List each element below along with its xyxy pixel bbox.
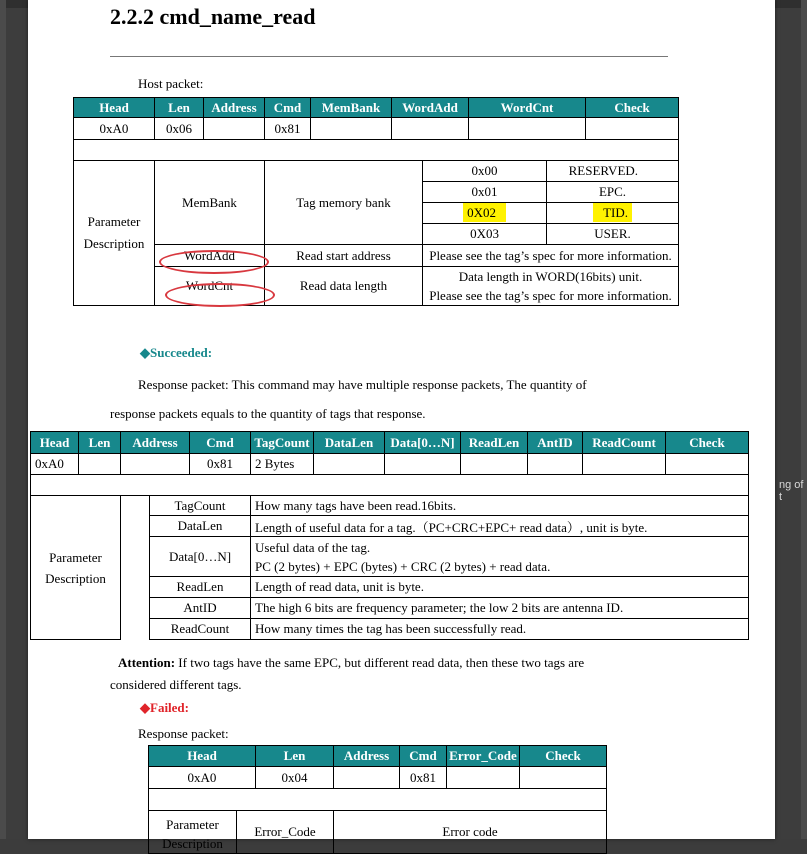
- table-row: [149, 811, 607, 854]
- value-cell: 0x81: [400, 767, 447, 789]
- header-cell: Head: [74, 98, 155, 118]
- header-cell: Len: [155, 98, 204, 118]
- attention-text: If two tags have the same EPC, but different read data, then these two tags are: [175, 655, 585, 670]
- param-desc-line1: Useful data of the tag.: [255, 539, 371, 555]
- wordcnt-annotation-circle: [165, 283, 275, 307]
- value-cell: [314, 454, 385, 475]
- value-cell: [447, 767, 520, 789]
- succeeded-label: ◆Succeeded:: [140, 345, 213, 360]
- value-cell: [392, 118, 469, 140]
- heading-rule: [110, 56, 668, 57]
- wordcnt-info-line2: Please see the tag’s spec for more information.: [429, 288, 672, 303]
- wordadd-annotation-circle: [159, 250, 269, 274]
- value-cell: [461, 454, 528, 475]
- header-cell: Len: [256, 746, 334, 767]
- value-cell: 0xA0: [149, 767, 256, 789]
- value-cell: 0x04: [256, 767, 334, 789]
- value-cell: 2 Bytes: [251, 454, 314, 475]
- value-cell: [666, 454, 749, 475]
- value-cell: 0x81: [190, 454, 251, 475]
- attention-line1: [118, 655, 584, 671]
- value-cell: [121, 454, 190, 475]
- succeeded-text-line1: Response packet: This command may have multiple response packets, The quantity of: [138, 377, 587, 392]
- host-header-row: [74, 98, 679, 118]
- header-cell: Data[0…N]: [385, 432, 461, 454]
- header-cell: AntID: [528, 432, 583, 454]
- failed-param-label: Parameter Description: [149, 811, 237, 854]
- membank-code: 0x01: [423, 182, 547, 203]
- value-cell: [334, 767, 400, 789]
- response-param-label: Parameter Description: [31, 496, 121, 640]
- membank-desc: Tag memory bank: [265, 161, 423, 245]
- value-cell: [79, 454, 121, 475]
- header-cell: ReadLen: [461, 432, 528, 454]
- membank-meaning: EPC.: [547, 182, 679, 203]
- response-header-row: [31, 432, 749, 454]
- failed-spacer-row: [149, 789, 607, 811]
- response-value-row: [31, 454, 749, 475]
- header-cell: Head: [149, 746, 256, 767]
- header-cell: Cmd: [400, 746, 447, 767]
- param-desc: The high 6 bits are frequency parameter; the low 2 bits are antenna ID.: [251, 598, 749, 619]
- header-cell: Address: [204, 98, 265, 118]
- value-cell: [583, 454, 666, 475]
- header-cell: MemBank: [311, 98, 392, 118]
- param-name: TagCount: [150, 496, 251, 516]
- value-cell: [528, 454, 583, 475]
- value-cell: [469, 118, 586, 140]
- host-spacer-row: [74, 140, 679, 161]
- membank-name: MemBank: [155, 161, 265, 245]
- membank-meaning: RESERVED.: [547, 161, 679, 182]
- section-heading: 2.2.2 cmd_name_read: [110, 4, 316, 29]
- table-cell: [31, 475, 749, 496]
- header-cell: Check: [666, 432, 749, 454]
- param-desc: [251, 537, 749, 577]
- wordcnt-info-line1: Data length in WORD(16bits) unit.: [458, 269, 643, 284]
- value-cell: 0xA0: [31, 454, 79, 475]
- wordcnt-desc: Read data length: [265, 267, 423, 306]
- param-name: ReadLen: [150, 577, 251, 598]
- value-cell: [311, 118, 392, 140]
- table-cell: [547, 203, 679, 224]
- value-cell: [520, 767, 607, 789]
- host-packet-label: Host packet:: [138, 76, 204, 91]
- param-name: AntID: [150, 598, 251, 619]
- value-cell: [385, 454, 461, 475]
- failed-value-row: [149, 767, 607, 789]
- failed-packet-table: [148, 745, 607, 854]
- header-cell: Error_Code: [447, 746, 520, 767]
- attention-label: Attention:: [118, 655, 176, 670]
- failed-param-desc: Error code: [334, 811, 607, 854]
- header-cell: Cmd: [190, 432, 251, 454]
- header-cell: Len: [79, 432, 121, 454]
- value-cell: [586, 118, 679, 140]
- succeeded-text-line2: response packets equals to the quantity of tags that response.: [110, 406, 426, 421]
- param-name: DataLen: [150, 516, 251, 537]
- param-desc-line2: PC (2 bytes) + EPC (bytes) + CRC (2 bytes) + read data.: [255, 558, 551, 574]
- value-cell: 0x81: [265, 118, 311, 140]
- failed-label: ◆Failed:: [140, 700, 189, 715]
- param-name: Data[0…N]: [150, 537, 251, 577]
- background-page-snippet: ng of t: [779, 479, 804, 503]
- header-cell: WordCnt: [469, 98, 586, 118]
- table-cell: [149, 789, 607, 811]
- response-spacer-row: [31, 475, 749, 496]
- header-cell: Check: [586, 98, 679, 118]
- membank-code: 0X03: [423, 224, 547, 245]
- wordadd-name: WordAdd: [155, 245, 265, 267]
- membank-code: 0x00: [423, 161, 547, 182]
- failed-param-name: Error_Code: [237, 811, 334, 854]
- membank-meaning-highlight: TID.: [593, 203, 632, 222]
- right-viewer-edge: [801, 0, 807, 839]
- param-desc: How many times the tag has been successfully read.: [251, 619, 749, 640]
- header-cell: ReadCount: [583, 432, 666, 454]
- host-param-label: Parameter Description: [74, 161, 155, 306]
- table-cell: [121, 496, 150, 640]
- wordadd-desc: Read start address: [265, 245, 423, 267]
- table-cell: [423, 203, 547, 224]
- header-cell: Cmd: [265, 98, 311, 118]
- param-desc: How many tags have been read.16bits.: [251, 496, 749, 516]
- failed-response-label: Response packet:: [138, 726, 229, 741]
- left-viewer-edge: [0, 0, 6, 839]
- wordadd-info: Please see the tag’s spec for more information.: [423, 245, 679, 267]
- header-cell: Check: [520, 746, 607, 767]
- table-cell: [74, 140, 679, 161]
- header-cell: TagCount: [251, 432, 314, 454]
- header-cell: Head: [31, 432, 79, 454]
- param-desc: Length of useful data for a tag.（PC+CRC+EPC+ read data）, unit is byte.: [251, 516, 749, 537]
- membank-meaning: USER.: [547, 224, 679, 245]
- host-value-row: [74, 118, 679, 140]
- header-cell: WordAdd: [392, 98, 469, 118]
- table-row: [31, 496, 749, 516]
- table-row: [74, 161, 679, 182]
- membank-code-highlight: 0X02: [463, 203, 506, 222]
- wordcnt-name: WordCnt: [155, 267, 265, 306]
- table-row: [74, 267, 679, 306]
- param-name: ReadCount: [150, 619, 251, 640]
- value-cell: [204, 118, 265, 140]
- host-packet-table: [73, 97, 679, 306]
- document-page[interactable]: [28, 0, 775, 851]
- header-cell: Address: [334, 746, 400, 767]
- header-cell: Address: [121, 432, 190, 454]
- failed-header-row: [149, 746, 607, 767]
- value-cell: 0x06: [155, 118, 204, 140]
- param-desc: Length of read data, unit is byte.: [251, 577, 749, 598]
- response-packet-table: [30, 431, 749, 640]
- attention-line2: considered different tags.: [110, 677, 242, 692]
- wordcnt-info: [423, 267, 679, 306]
- header-cell: DataLen: [314, 432, 385, 454]
- value-cell: 0xA0: [74, 118, 155, 140]
